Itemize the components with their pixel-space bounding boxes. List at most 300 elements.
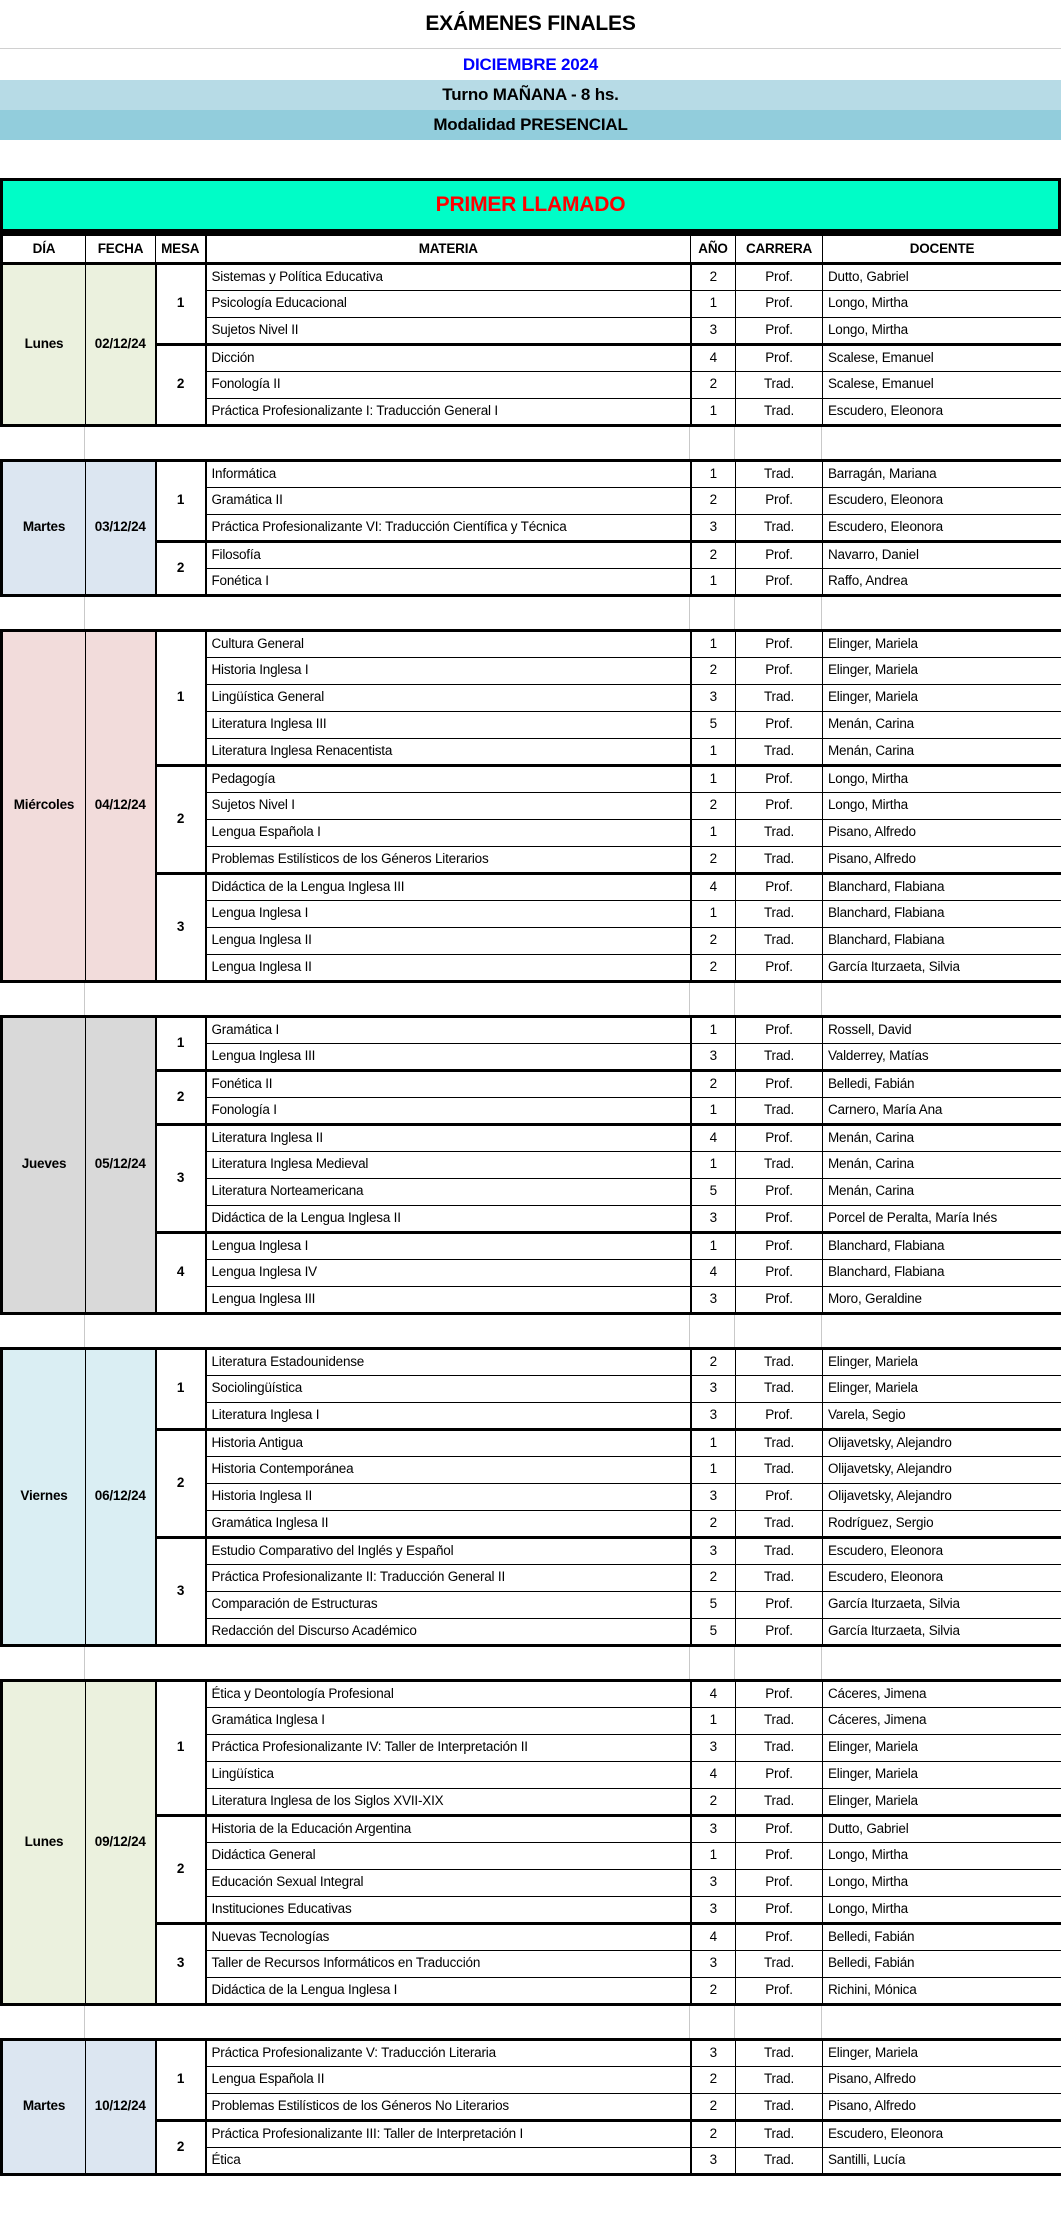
- anio-cell: 3: [691, 1815, 736, 1842]
- carrera-cell: Prof.: [736, 344, 823, 371]
- anio-cell: 2: [691, 371, 736, 398]
- docente-cell: Escudero, Eleonora: [823, 1564, 1061, 1591]
- anio-cell: 1: [691, 1842, 736, 1869]
- carrera-cell: Trad.: [736, 819, 823, 846]
- anio-cell: 2: [691, 1788, 736, 1815]
- docente-cell: García Iturzaeta, Silvia: [823, 954, 1061, 981]
- exam-row: [2, 873, 1061, 900]
- block-gap: [0, 1647, 1061, 1679]
- exam-row: [2, 1815, 1061, 1842]
- page-title: EXÁMENES FINALES: [0, 0, 1061, 49]
- anio-cell: 1: [691, 1232, 736, 1259]
- docente-cell: Varela, Segio: [823, 1402, 1061, 1429]
- exam-schedule: [0, 262, 1061, 2176]
- carrera-cell: Trad.: [736, 1151, 823, 1178]
- carrera-cell: Prof.: [736, 1977, 823, 2004]
- exam-row: [2, 2120, 1061, 2147]
- carrera-cell: Trad.: [736, 1707, 823, 1734]
- exam-row: [2, 1070, 1061, 1097]
- materia-cell: Ética y Deontología Profesional: [206, 1680, 691, 1707]
- carrera-cell: Trad.: [736, 927, 823, 954]
- block-gap: [0, 983, 1061, 1015]
- anio-cell: 2: [691, 487, 736, 514]
- materia-cell: Cultura General: [206, 630, 691, 657]
- anio-cell: 2: [691, 1564, 736, 1591]
- docente-cell: Cáceres, Jimena: [828, 1685, 927, 1701]
- anio-cell: 2: [691, 2093, 736, 2120]
- docente-cell: Blanchard, Flabiana: [823, 927, 1061, 954]
- docente-cell: Belledi, Fabián: [823, 1070, 1061, 1097]
- carrera-cell: Prof.: [736, 1680, 823, 1707]
- docente-cell: Scalese, Emanuel: [823, 344, 1061, 371]
- materia-cell: Didáctica General: [206, 1842, 691, 1869]
- docente-cell: Navarro, Daniel: [823, 541, 1061, 568]
- date-cell: 02/12/24: [86, 263, 156, 425]
- carrera-cell: Prof.: [736, 792, 823, 819]
- docente-cell: García Iturzaeta, Silvia: [823, 1618, 1061, 1645]
- materia-cell: Lengua Inglesa I: [206, 900, 691, 927]
- carrera-cell: Trad.: [736, 900, 823, 927]
- carrera-cell: Prof.: [736, 1016, 823, 1043]
- docente-cell: Blanchard, Flabiana: [823, 900, 1061, 927]
- materia-cell: Práctica Profesionalizante V: Traducción Literaria: [206, 2039, 691, 2066]
- carrera-cell: Trad.: [736, 2147, 823, 2174]
- carrera-cell: Trad.: [736, 1348, 823, 1375]
- day-block-02-12-24: [0, 262, 1061, 427]
- carrera-cell: Prof.: [736, 1286, 823, 1313]
- materia-cell: Lengua Inglesa III: [206, 1043, 691, 1070]
- docente-cell: Elinger, Mariela: [823, 1375, 1061, 1402]
- carrera-cell: Prof.: [736, 1591, 823, 1618]
- anio-cell: 3: [691, 1734, 736, 1761]
- carrera-cell: Prof.: [736, 1815, 823, 1842]
- carrera-cell: Trad.: [736, 684, 823, 711]
- materia-cell: Literatura Inglesa III: [206, 711, 691, 738]
- exam-row: [2, 1232, 1061, 1259]
- materia-cell: Ética: [206, 2147, 691, 2174]
- anio-cell: 3: [691, 2039, 736, 2066]
- anio-cell: 2: [691, 846, 736, 873]
- materia-cell: Literatura Estadounidense: [206, 1348, 691, 1375]
- anio-cell: 2: [691, 657, 736, 684]
- docente-cell: Rodríguez, Sergio: [823, 1510, 1061, 1537]
- carrera-cell: Trad.: [736, 514, 823, 541]
- carrera-cell: Prof.: [736, 1402, 823, 1429]
- carrera-cell: Trad.: [736, 2039, 823, 2066]
- day-block-03-12-24: [0, 459, 1061, 597]
- column-header-fecha: FECHA: [86, 235, 156, 262]
- column-header-carrera: CARRERA: [736, 235, 823, 262]
- materia-cell: Fonética I: [206, 568, 691, 595]
- materia-cell: Literatura Inglesa de los Siglos XVII-XIX: [206, 1788, 691, 1815]
- materia-cell: Estudio Comparativo del Inglés y Español: [206, 1537, 691, 1564]
- anio-cell: 1: [691, 738, 736, 765]
- day-block-05-12-24: [0, 1015, 1061, 1315]
- anio-cell: 1: [691, 630, 736, 657]
- mesa-number-cell: 3: [156, 1923, 206, 2004]
- day-cell: Lunes: [2, 1680, 86, 2004]
- block-gap: [0, 1315, 1061, 1347]
- carrera-cell: Trad.: [736, 1510, 823, 1537]
- materia-cell: Instituciones Educativas: [206, 1896, 691, 1923]
- carrera-cell: Prof.: [736, 1483, 823, 1510]
- carrera-cell: Prof.: [736, 1618, 823, 1645]
- anio-cell: 3: [691, 1286, 736, 1313]
- anio-cell: 3: [691, 1205, 736, 1232]
- column-header-dia: DÍA: [2, 235, 86, 262]
- carrera-cell: Trad.: [736, 2093, 823, 2120]
- materia-cell: Dicción: [206, 344, 691, 371]
- date-cell: 10/12/24: [86, 2039, 156, 2174]
- carrera-cell: Trad.: [736, 1375, 823, 1402]
- docente-cell: Pisano, Alfredo: [823, 819, 1061, 846]
- docente-cell: Valderrey, Matías: [823, 1043, 1061, 1070]
- anio-cell: 3: [691, 317, 736, 344]
- anio-cell: 1: [691, 568, 736, 595]
- materia-cell: Sociolingüística: [206, 1375, 691, 1402]
- materia-cell: Literatura Inglesa II: [206, 1124, 691, 1151]
- carrera-cell: Prof.: [736, 1896, 823, 1923]
- materia-cell: Literatura Norteamericana: [206, 1178, 691, 1205]
- carrera-cell: Trad.: [736, 371, 823, 398]
- materia-cell: Lengua Inglesa II: [206, 927, 691, 954]
- day-cell: Lunes: [2, 263, 86, 425]
- exam-row: [2, 1537, 1061, 1564]
- materia-cell: Práctica Profesionalizante VI: Traducción Científica y Técnica: [206, 514, 691, 541]
- docente-cell: Escudero, Eleonora: [823, 514, 1061, 541]
- anio-cell: 4: [691, 1761, 736, 1788]
- carrera-cell: Trad.: [736, 846, 823, 873]
- carrera-cell: Prof.: [736, 263, 823, 290]
- carrera-cell: Trad.: [736, 1734, 823, 1761]
- mesa-number-cell: 3: [156, 873, 206, 981]
- exam-row: [2, 1680, 1061, 1707]
- docente-cell: Escudero, Eleonora: [823, 487, 1061, 514]
- anio-cell: 3: [691, 1483, 736, 1510]
- materia-cell: Gramática II: [206, 487, 691, 514]
- mesa-number-cell: 1: [156, 263, 206, 344]
- docente-cell: García Iturzaeta, Silvia: [823, 1591, 1061, 1618]
- date-cell: 04/12/24: [86, 630, 156, 981]
- docente-cell: Elinger, Mariela: [823, 657, 1061, 684]
- carrera-cell: Trad.: [736, 1097, 823, 1124]
- column-header-mesa: MESA: [156, 235, 206, 262]
- docente-cell: Blanchard, Flabiana: [823, 1259, 1061, 1286]
- docente-cell: Longo, Mirtha: [823, 1896, 1061, 1923]
- carrera-cell: Prof.: [736, 1124, 823, 1151]
- exam-row: [2, 263, 1061, 290]
- docente-cell: Elinger, Mariela: [828, 2044, 918, 2060]
- materia-cell: Literatura Inglesa Medieval: [206, 1151, 691, 1178]
- anio-cell: 2: [691, 2066, 736, 2093]
- materia-cell: Sistemas y Política Educativa: [206, 263, 691, 290]
- materia-cell: Comparación de Estructuras: [206, 1591, 691, 1618]
- date-cell: 09/12/24: [86, 1680, 156, 2004]
- column-header-materia: MATERIA: [206, 235, 691, 262]
- carrera-cell: Trad.: [736, 738, 823, 765]
- anio-cell: 3: [691, 1537, 736, 1564]
- exam-row: [2, 1016, 1061, 1043]
- anio-cell: 1: [691, 460, 736, 487]
- docente-cell: Menán, Carina: [823, 1124, 1061, 1151]
- anio-cell: 4: [691, 1259, 736, 1286]
- mesa-number-cell: 1: [156, 1348, 206, 1429]
- anio-cell: 3: [691, 2147, 736, 2174]
- docente-cell: Longo, Mirtha: [823, 792, 1061, 819]
- carrera-cell: Trad.: [736, 1429, 823, 1456]
- carrera-cell: Trad.: [736, 1564, 823, 1591]
- materia-cell: Fonología II: [206, 371, 691, 398]
- docente-cell: Blanchard, Flabiana: [823, 873, 1061, 900]
- materia-cell: Didáctica de la Lengua Inglesa I: [206, 1977, 691, 2004]
- materia-cell: Fonética II: [206, 1070, 691, 1097]
- materia-cell: Filosofía: [206, 541, 691, 568]
- materia-cell: Informática: [206, 460, 691, 487]
- date-cell: 05/12/24: [86, 1016, 156, 1313]
- anio-cell: 1: [691, 765, 736, 792]
- carrera-cell: Trad.: [736, 1788, 823, 1815]
- docente-cell: Blanchard, Flabiana: [823, 1232, 1061, 1259]
- carrera-cell: Prof.: [736, 1761, 823, 1788]
- docente-cell: Olijavetsky, Alejandro: [823, 1429, 1061, 1456]
- anio-cell: 3: [691, 1950, 736, 1977]
- mesa-number-cell: 1: [156, 460, 206, 541]
- docente-cell: Moro, Geraldine: [823, 1286, 1061, 1313]
- materia-cell: Literatura Inglesa I: [206, 1402, 691, 1429]
- block-gap: [0, 2006, 1061, 2038]
- carrera-cell: Prof.: [736, 487, 823, 514]
- anio-cell: 4: [691, 344, 736, 371]
- anio-cell: 1: [691, 398, 736, 425]
- exam-row: [2, 1923, 1061, 1950]
- anio-cell: 2: [691, 792, 736, 819]
- docente-cell: Raffo, Andrea: [823, 568, 1061, 595]
- spacer: [0, 140, 1061, 178]
- materia-cell: Psicología Educacional: [206, 290, 691, 317]
- anio-cell: 1: [691, 900, 736, 927]
- anio-cell: 3: [691, 1043, 736, 1070]
- materia-cell: Sujetos Nivel II: [206, 317, 691, 344]
- materia-cell: Lengua Española II: [206, 2066, 691, 2093]
- carrera-cell: Trad.: [736, 1950, 823, 1977]
- materia-cell: Nuevas Tecnologías: [206, 1923, 691, 1950]
- mesa-number-cell: 2: [156, 541, 206, 595]
- anio-cell: 1: [691, 819, 736, 846]
- carrera-cell: Trad.: [736, 1537, 823, 1564]
- mesa-number-cell: 2: [156, 1815, 206, 1923]
- carrera-cell: Prof.: [736, 765, 823, 792]
- materia-cell: Taller de Recursos Informáticos en Traducción: [206, 1950, 691, 1977]
- anio-cell: 4: [691, 1680, 736, 1707]
- docente-cell: Escudero, Eleonora: [823, 398, 1061, 425]
- carrera-cell: Prof.: [736, 1869, 823, 1896]
- docente-cell: Menán, Carina: [823, 1178, 1061, 1205]
- materia-cell: Práctica Profesionalizante I: Traducción General I: [206, 398, 691, 425]
- carrera-cell: Prof.: [736, 1842, 823, 1869]
- anio-cell: 4: [691, 1124, 736, 1151]
- anio-cell: 3: [691, 1375, 736, 1402]
- exam-row: [2, 1429, 1061, 1456]
- docente-cell: Santilli, Lucía: [823, 2147, 1061, 2174]
- carrera-cell: Prof.: [736, 1205, 823, 1232]
- exam-row: [2, 765, 1061, 792]
- anio-cell: 2: [691, 1510, 736, 1537]
- docente-cell: Longo, Mirtha: [823, 765, 1061, 792]
- day-cell: Miércoles: [2, 630, 86, 981]
- column-header-docente: DOCENTE: [909, 240, 975, 256]
- docente-cell: Porcel de Peralta, María Inés: [823, 1205, 1061, 1232]
- exam-row: [2, 2039, 1061, 2066]
- materia-cell: Historia Inglesa II: [206, 1483, 691, 1510]
- docente-cell: Longo, Mirtha: [823, 1842, 1061, 1869]
- docente-cell: Menán, Carina: [823, 711, 1061, 738]
- docente-cell: Menán, Carina: [823, 1151, 1061, 1178]
- anio-cell: 1: [691, 1151, 736, 1178]
- anio-cell: 4: [691, 873, 736, 900]
- carrera-cell: Prof.: [736, 657, 823, 684]
- materia-cell: Historia de la Educación Argentina: [206, 1815, 691, 1842]
- carrera-cell: Prof.: [736, 1923, 823, 1950]
- materia-cell: Práctica Profesionalizante III: Taller de Interpretación I: [206, 2120, 691, 2147]
- docente-cell: Carnero, María Ana: [823, 1097, 1061, 1124]
- docente-cell: Belledi, Fabián: [823, 1950, 1061, 1977]
- materia-cell: Gramática Inglesa II: [206, 1510, 691, 1537]
- docente-cell: Pisano, Alfredo: [823, 846, 1061, 873]
- day-block-09-12-24: [0, 1679, 1061, 2006]
- carrera-cell: Prof.: [736, 954, 823, 981]
- carrera-cell: Prof.: [736, 1259, 823, 1286]
- carrera-cell: Trad.: [736, 1456, 823, 1483]
- mesa-number-cell: 1: [156, 1680, 206, 1815]
- anio-cell: 2: [691, 541, 736, 568]
- docente-cell: Barragán, Mariana: [828, 465, 937, 481]
- day-cell: Martes: [2, 460, 86, 595]
- materia-cell: Lengua Inglesa III: [206, 1286, 691, 1313]
- materia-cell: Gramática I: [206, 1016, 691, 1043]
- exam-row: [2, 630, 1061, 657]
- materia-cell: Lengua Inglesa I: [206, 1232, 691, 1259]
- docente-cell: Pisano, Alfredo: [823, 2093, 1061, 2120]
- exam-row: [2, 460, 1061, 487]
- anio-cell: 3: [691, 684, 736, 711]
- docente-cell: Olijavetsky, Alejandro: [823, 1456, 1061, 1483]
- carrera-cell: Trad.: [736, 2066, 823, 2093]
- materia-cell: Problemas Estilísticos de los Géneros Literarios: [206, 846, 691, 873]
- docente-cell: Cáceres, Jimena: [823, 1707, 1061, 1734]
- carrera-cell: Prof.: [736, 1070, 823, 1097]
- day-block-06-12-24: [0, 1347, 1061, 1647]
- anio-cell: 1: [691, 290, 736, 317]
- carrera-cell: Trad.: [736, 398, 823, 425]
- materia-cell: Redacción del Discurso Académico: [206, 1618, 691, 1645]
- docente-cell: Elinger, Mariela: [823, 1788, 1061, 1815]
- first-call-banner: PRIMER LLAMADO: [0, 178, 1061, 233]
- carrera-cell: Prof.: [736, 290, 823, 317]
- anio-cell: 5: [691, 1618, 736, 1645]
- modality-banner: Modalidad PRESENCIAL: [0, 110, 1061, 140]
- mesa-number-cell: 3: [156, 1537, 206, 1645]
- date-cell: 06/12/24: [86, 1348, 156, 1645]
- docente-cell: Elinger, Mariela: [823, 1761, 1061, 1788]
- anio-cell: 1: [691, 1456, 736, 1483]
- docente-cell: Rossell, David: [828, 1021, 912, 1037]
- month-subtitle: DICIEMBRE 2024: [462, 54, 599, 74]
- docente-cell: Menán, Carina: [823, 738, 1061, 765]
- materia-cell: Fonología I: [206, 1097, 691, 1124]
- anio-cell: 1: [691, 1016, 736, 1043]
- anio-cell: 5: [691, 1591, 736, 1618]
- carrera-cell: Prof.: [736, 1178, 823, 1205]
- materia-cell: Problemas Estilísticos de los Géneros No Literarios: [206, 2093, 691, 2120]
- materia-cell: Práctica Profesionalizante IV: Taller de Interpretación II: [206, 1734, 691, 1761]
- day-cell: Viernes: [2, 1348, 86, 1645]
- day-cell: Martes: [2, 2039, 86, 2174]
- mesa-number-cell: 1: [156, 2039, 206, 2120]
- column-header-anio: AÑO: [691, 235, 736, 262]
- block-gap: [0, 597, 1061, 629]
- day-block-10-12-24: [0, 2038, 1061, 2176]
- materia-cell: Educación Sexual Integral: [206, 1869, 691, 1896]
- anio-cell: 3: [691, 1896, 736, 1923]
- mesa-number-cell: 2: [156, 344, 206, 425]
- exam-row: [2, 541, 1061, 568]
- mesa-number-cell: 1: [156, 1016, 206, 1070]
- carrera-cell: Prof.: [736, 568, 823, 595]
- column-header-row: [0, 233, 1061, 262]
- materia-cell: Lengua Inglesa IV: [206, 1259, 691, 1286]
- docente-cell: Escudero, Eleonora: [823, 1537, 1061, 1564]
- carrera-cell: Prof.: [736, 630, 823, 657]
- anio-cell: 3: [691, 1402, 736, 1429]
- docente-cell: Escudero, Eleonora: [823, 2120, 1061, 2147]
- anio-cell: 2: [691, 2120, 736, 2147]
- anio-cell: 2: [691, 1977, 736, 2004]
- materia-cell: Gramática Inglesa I: [206, 1707, 691, 1734]
- materia-cell: Historia Antigua: [206, 1429, 691, 1456]
- docente-cell: Belledi, Fabián: [823, 1923, 1061, 1950]
- materia-cell: Lengua Española I: [206, 819, 691, 846]
- carrera-cell: Trad.: [736, 2120, 823, 2147]
- materia-cell: Sujetos Nivel I: [206, 792, 691, 819]
- materia-cell: Lengua Inglesa II: [206, 954, 691, 981]
- anio-cell: 2: [691, 1070, 736, 1097]
- docente-cell: Elinger, Mariela: [823, 684, 1061, 711]
- carrera-cell: Prof.: [736, 317, 823, 344]
- materia-cell: Literatura Inglesa Renacentista: [206, 738, 691, 765]
- anio-cell: 1: [691, 1707, 736, 1734]
- exam-row: [2, 344, 1061, 371]
- docente-cell: Pisano, Alfredo: [823, 2066, 1061, 2093]
- docente-cell: Elinger, Mariela: [828, 635, 918, 651]
- anio-cell: 2: [691, 263, 736, 290]
- carrera-cell: Trad.: [736, 1043, 823, 1070]
- carrera-cell: Prof.: [736, 711, 823, 738]
- materia-cell: Historia Inglesa I: [206, 657, 691, 684]
- carrera-cell: Trad.: [736, 460, 823, 487]
- docente-cell: Dutto, Gabriel: [823, 1815, 1061, 1842]
- day-cell: Jueves: [2, 1016, 86, 1313]
- anio-cell: 2: [691, 927, 736, 954]
- block-gap: [0, 427, 1061, 459]
- mesa-number-cell: 1: [156, 630, 206, 765]
- carrera-cell: Prof.: [736, 873, 823, 900]
- anio-cell: 3: [691, 514, 736, 541]
- anio-cell: 2: [691, 1348, 736, 1375]
- exam-row: [2, 1348, 1061, 1375]
- day-block-04-12-24: [0, 629, 1061, 983]
- materia-cell: Didáctica de la Lengua Inglesa III: [206, 873, 691, 900]
- materia-cell: Didáctica de la Lengua Inglesa II: [206, 1205, 691, 1232]
